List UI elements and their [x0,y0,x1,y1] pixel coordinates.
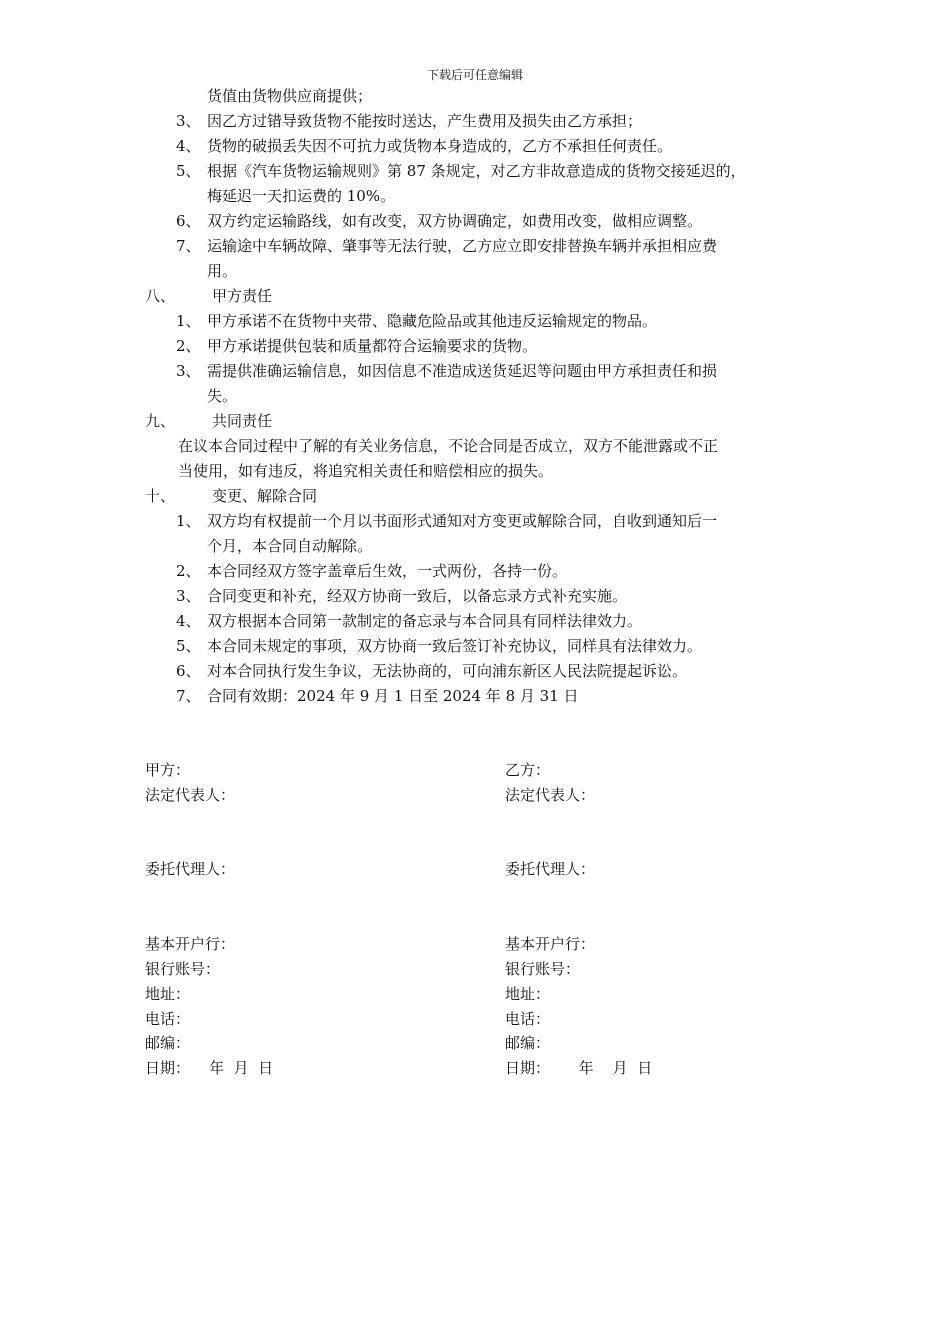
account-label: 银行账号： [505,960,581,978]
phone-label: 电话： [505,1010,551,1028]
item-number: 5、 [176,637,201,655]
item-text: 本合同未规定的事项，双方协商一致后签订补充协议，同样具有法律效力。 [207,637,703,655]
legal-representative-label: 法定代表人： [505,786,596,804]
item-text-continuation: 个月，本合同自动解除。 [207,537,373,555]
bank-label: 基本开户行： [145,935,236,953]
paragraph: 在议本合同过程中了解的有关业务信息，不论合同是否成立，双方不能泄露或不正 [178,437,719,455]
section-number: 十、 [145,487,176,505]
paragraph-continuation: 当使用，如有违反，将追究相关责任和赔偿相应的损失。 [178,462,554,480]
party-label: 甲方： [145,761,191,779]
section-number: 八、 [145,287,176,305]
item-number: 6、 [176,212,201,230]
section-title: 共同责任 [212,412,273,430]
item-text: 货物的破损丢失因不可抗力或货物本身造成的，乙方不承担任何责任。 [207,137,673,155]
item-number: 4、 [176,612,201,630]
address-label: 地址： [505,985,551,1003]
item-text: 本合同经双方签字盖章后生效，一式两份，各持一份。 [207,562,568,580]
item-text: 需提供准确运输信息，如因信息不准造成送货延迟等问题由甲方承担责任和损 [207,362,718,380]
item-text-continuation: 用。 [207,262,238,280]
item-text: 合同变更和补充，经双方协商一致后，以备忘录方式补充实施。 [207,587,628,605]
section-number: 九、 [145,412,176,430]
agent-label: 委托代理人： [145,860,236,878]
item-number: 4、 [176,137,201,155]
item-number: 1、 [176,512,201,530]
address-label: 地址： [145,985,191,1003]
item-text: 因乙方过错导致货物不能按时送达，产生费用及损失由乙方承担； [207,112,643,130]
item-text: 甲方承诺不在货物中夹带、隐藏危险品或其他违反运输规定的物品。 [207,312,658,330]
item-number: 7、 [176,687,201,705]
item-text: 甲方承诺提供包装和质量都符合运输要求的货物。 [207,337,538,355]
bank-label: 基本开户行： [505,935,596,953]
account-label: 银行账号： [145,960,221,978]
continuation-text: 货值由货物供应商提供； [207,87,373,105]
item-number: 3、 [176,112,201,130]
zip-label: 邮编： [505,1034,551,1052]
phone-label: 电话： [145,1010,191,1028]
date-label: 日期： 年 月 日 [145,1059,274,1077]
section-title: 变更、解除合同 [212,487,318,505]
agent-label: 委托代理人： [505,860,596,878]
item-text: 合同有效期：2024 年 9 月 1 日至 2024 年 8 月 31 日 [207,687,579,705]
item-text: 双方约定运输路线，如有改变，双方协调确定，如费用改变，做相应调整。 [207,212,703,230]
item-number: 2、 [176,562,201,580]
item-number: 3、 [176,587,201,605]
zip-label: 邮编： [145,1034,191,1052]
item-number: 1、 [176,312,201,330]
item-number: 7、 [176,237,201,255]
item-text: 运输途中车辆故障、肇事等无法行驶，乙方应立即安排替换车辆并承担相应费 [207,237,718,255]
item-text-continuation: 失。 [207,387,238,405]
item-number: 5、 [176,162,201,180]
party-label: 乙方： [505,761,551,779]
section-title: 甲方责任 [212,287,273,305]
item-number: 6、 [176,662,201,680]
item-text-continuation: 梅延迟一天扣运费的 10%。 [207,187,396,205]
item-number: 3、 [176,362,201,380]
legal-representative-label: 法定代表人： [145,786,236,804]
item-text: 对本合同执行发生争议，无法协商的，可向浦东新区人民法院提起诉讼。 [207,662,688,680]
page-header: 下载后可任意编辑 [426,68,523,82]
item-text: 双方均有权提前一个月以书面形式通知对方变更或解除合同，自收到通知后一 [207,512,718,530]
item-number: 2、 [176,337,201,355]
item-text: 双方根据本合同第一款制定的备忘录与本合同具有同样法律效力。 [207,612,643,630]
date-label: 日期： 年 月 日 [505,1059,653,1077]
item-text: 根据《汽车货物运输规则》第 87 条规定，对乙方非故意造成的货物交接延迟的， [207,162,746,180]
